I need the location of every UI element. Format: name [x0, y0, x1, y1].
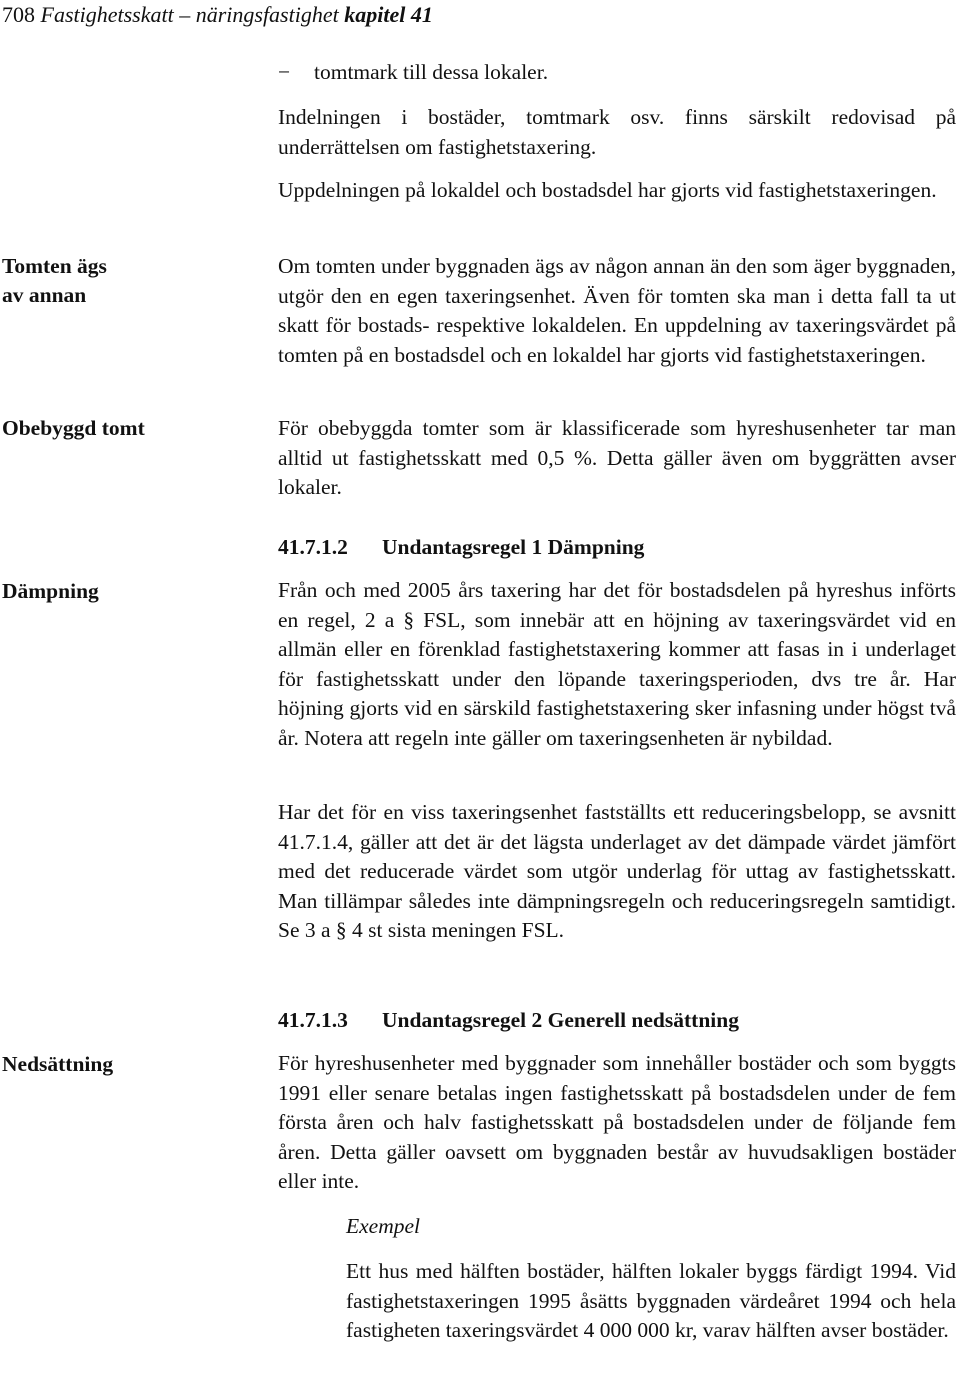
margin-label-nedsattning: Nedsättning: [2, 1052, 114, 1076]
margin-label-tomten: Tomten ägs av annan: [2, 254, 107, 307]
paragraph-reduceringsbelopp: Har det för en viss taxeringsenhet fastställts ett reduceringsbelopp, se avsnitt 41.7.1.4, gäller att det är det lägsta underlaget av det dämpade värdet jämfört med det reducerade värdet som utgör underlag för uttag av fastighetsskatt. Man tillämpar således inte dämpningsregeln och reduceringsregeln samtidigt. Se 3 a § 4 st sista meningen FSL.: [278, 800, 956, 943]
section-number: 41.7.1.3: [278, 1008, 348, 1032]
section-title: Undantagsregel 2 Generell nedsättning: [382, 1008, 739, 1032]
dash-marker: −: [278, 60, 291, 84]
dash-item-text: tomtmark till dessa lokaler.: [314, 60, 549, 84]
paragraph-obebyggda-tomter: För obebyggda tomter som är klassificerade som hyreshusenheter tar man alltid ut fastighetsskatt med 0,5 %. Detta gäller även om byggrätten avser lokaler.: [278, 416, 956, 500]
section-heading-41-7-1-2: [278, 533, 644, 562]
paragraph-tomten: Om tomten under byggnaden ägs av någon annan än den som äger byggnaden, utgör den en egen taxeringsenhet. Även för tomten ska man i detta fall ta ut skatt för bostads- respektive lokaldelen. En uppdelning av taxeringsvärdet på tomten på en bostadsdel och en lokaldel har gjorts vid fastighetstaxeringen.: [278, 254, 956, 367]
paragraph-uppdelningen: Uppdelningen på lokaldel och bostadsdel har gjorts vid fastighetstaxeringen.: [278, 178, 937, 202]
paragraph-indelningen: Indelningen i bostäder, tomtmark osv. finns särskilt redovisad på underrättelsen om fastighetstaxering.: [278, 105, 956, 159]
page-number: 708: [2, 2, 35, 27]
chapter-label: kapitel 41: [344, 2, 433, 27]
margin-label-dampning: Dämpning: [2, 579, 99, 603]
dash-list-item: [278, 58, 548, 87]
paragraph-nedsattning: För hyreshusenheter med byggnader som innehåller bostäder och som byggts 1991 eller senare betalas ingen fastighetsskatt på bostadsdelen under de fem första åren och halv fastighetsskatt på bostadsdelen under de följande fem åren. Detta gäller oavsett om byggnaden består av huvudsakligen bostäder eller inte.: [278, 1051, 956, 1194]
margin-label-obebyggd-tomt: Obebyggd tomt: [2, 416, 145, 440]
section-title: Undantagsregel 1 Dämpning: [382, 535, 645, 559]
section-heading-41-7-1-3: [278, 1006, 739, 1035]
example-label: Exempel: [346, 1214, 421, 1238]
section-number: 41.7.1.2: [278, 535, 348, 559]
running-title: Fastighetsskatt – näringsfastighet: [40, 2, 339, 27]
running-header: [2, 0, 433, 30]
paragraph-dampning: Från och med 2005 års taxering har det för bostadsdelen på hyreshus införts en regel, 2 a § FSL, som innebär att en höjning av taxeringsvärdet vid en allmän eller en förenklad fastighetstaxering kommer att fasas in i underlaget för fastighetsskatt under den löpande taxeringsperioden, dvs tre år. Har höjning gjorts vid en särskild fastighetstaxering sker infasning under högst två år. Notera att regeln inte gäller om taxeringsenheten är nybildad.: [278, 578, 956, 750]
example-text: Ett hus med hälften bostäder, hälften lokaler byggs färdigt 1994. Vid fastighetstaxeringen 1995 åsätts byggnaden värdeåret 1994 och hela fastigheten taxeringsvärdet 4 000 000 kr, varav hälften avser bostäder.: [346, 1259, 956, 1343]
